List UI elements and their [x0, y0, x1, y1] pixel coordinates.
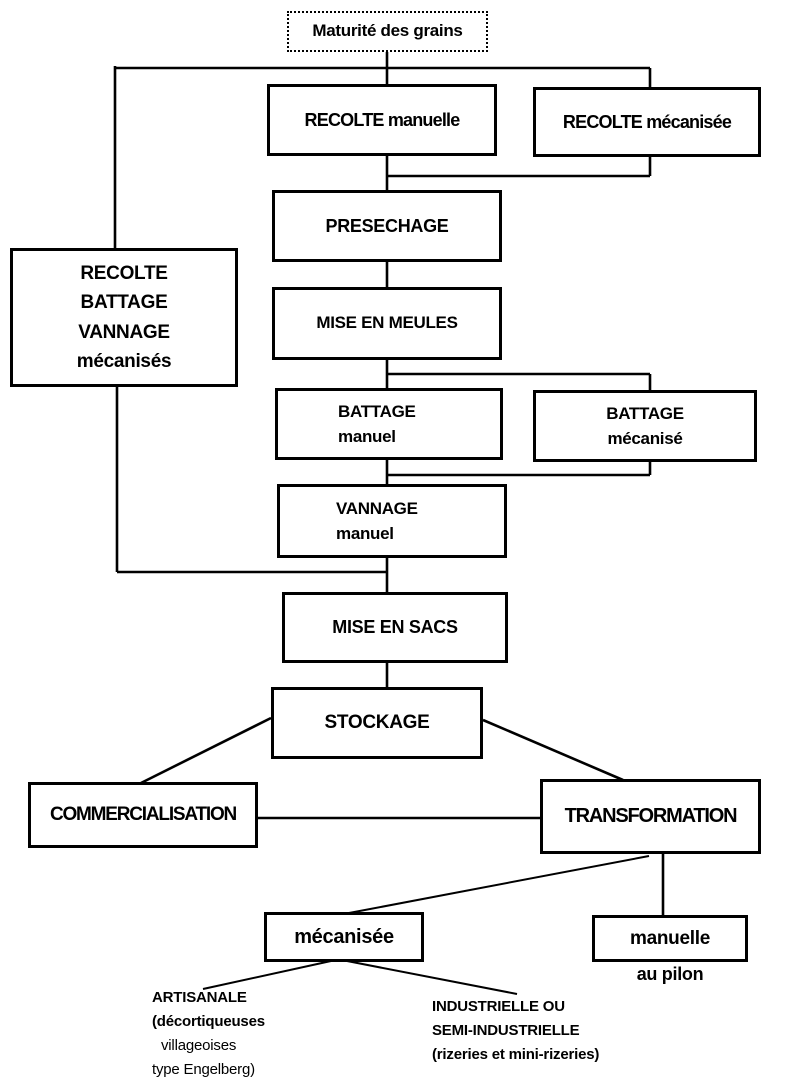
- node-presechage: [272, 190, 502, 262]
- node-mise-en-sacs: [282, 592, 508, 663]
- leaf-line: villageoises: [161, 1037, 237, 1054]
- leaf-line: INDUSTRIELLE OU: [432, 998, 565, 1015]
- node-label: TRANSFORMATION: [564, 805, 737, 827]
- node-label: manuelle: [630, 927, 710, 949]
- node-label: Maturité des grains: [312, 21, 463, 41]
- node-recolte-battage-vannage-mecanises: [10, 248, 238, 387]
- leaf-line: (rizeries et mini-rizeries): [432, 1046, 600, 1063]
- node-recolte-mecanisee: [533, 87, 761, 157]
- node-label: PRESECHAGE: [325, 215, 449, 236]
- leaf-line: SEMI-INDUSTRIELLE: [432, 1022, 580, 1039]
- node-label-line: VANNAGE: [336, 498, 418, 518]
- node-label: RECOLTE manuelle: [304, 109, 460, 130]
- node-vannage-manuel: [277, 484, 507, 558]
- leaf-line: (décortiqueuses: [152, 1013, 265, 1030]
- node-battage-mecanise: [533, 390, 757, 462]
- node-manuelle: [592, 915, 748, 962]
- label-au-pilon: au pilon: [636, 964, 704, 984]
- leaf-line: ARTISANALE: [152, 989, 247, 1006]
- node-mecanisee: [264, 912, 424, 962]
- node-label-line: BATTAGE: [606, 403, 684, 423]
- node-maturite-des-grains: [287, 11, 488, 52]
- node-label: STOCKAGE: [324, 712, 430, 734]
- node-label: COMMERCIALISATION: [49, 804, 237, 826]
- node-label-line: manuel: [338, 427, 396, 446]
- node-label-line: mécanisé: [607, 429, 683, 448]
- node-label-line: BATTAGE: [338, 401, 416, 421]
- leaf-artisanale: [152, 986, 265, 1082]
- node-label-line: mécanisés: [76, 350, 172, 372]
- node-battage-manuel: [275, 388, 503, 460]
- node-commercialisation: [28, 782, 258, 848]
- leaf-industrielle: [432, 995, 599, 1067]
- node-label-line: manuel: [336, 524, 394, 543]
- node-mise-en-meules: [272, 287, 502, 360]
- leaf-line: type Engelberg): [152, 1061, 255, 1078]
- node-transformation: [540, 779, 761, 854]
- node-label: RECOLTE mécanisée: [562, 111, 732, 132]
- node-label: MISE EN MEULES: [316, 313, 458, 333]
- node-label: MISE EN SACS: [332, 617, 458, 638]
- node-stockage: [271, 687, 483, 759]
- node-label-line: BATTAGE: [80, 292, 168, 314]
- node-label: mécanisée: [294, 925, 394, 948]
- node-label-line: RECOLTE: [80, 262, 168, 284]
- node-recolte-manuelle: [267, 84, 497, 156]
- node-label-line: VANNAGE: [78, 321, 170, 343]
